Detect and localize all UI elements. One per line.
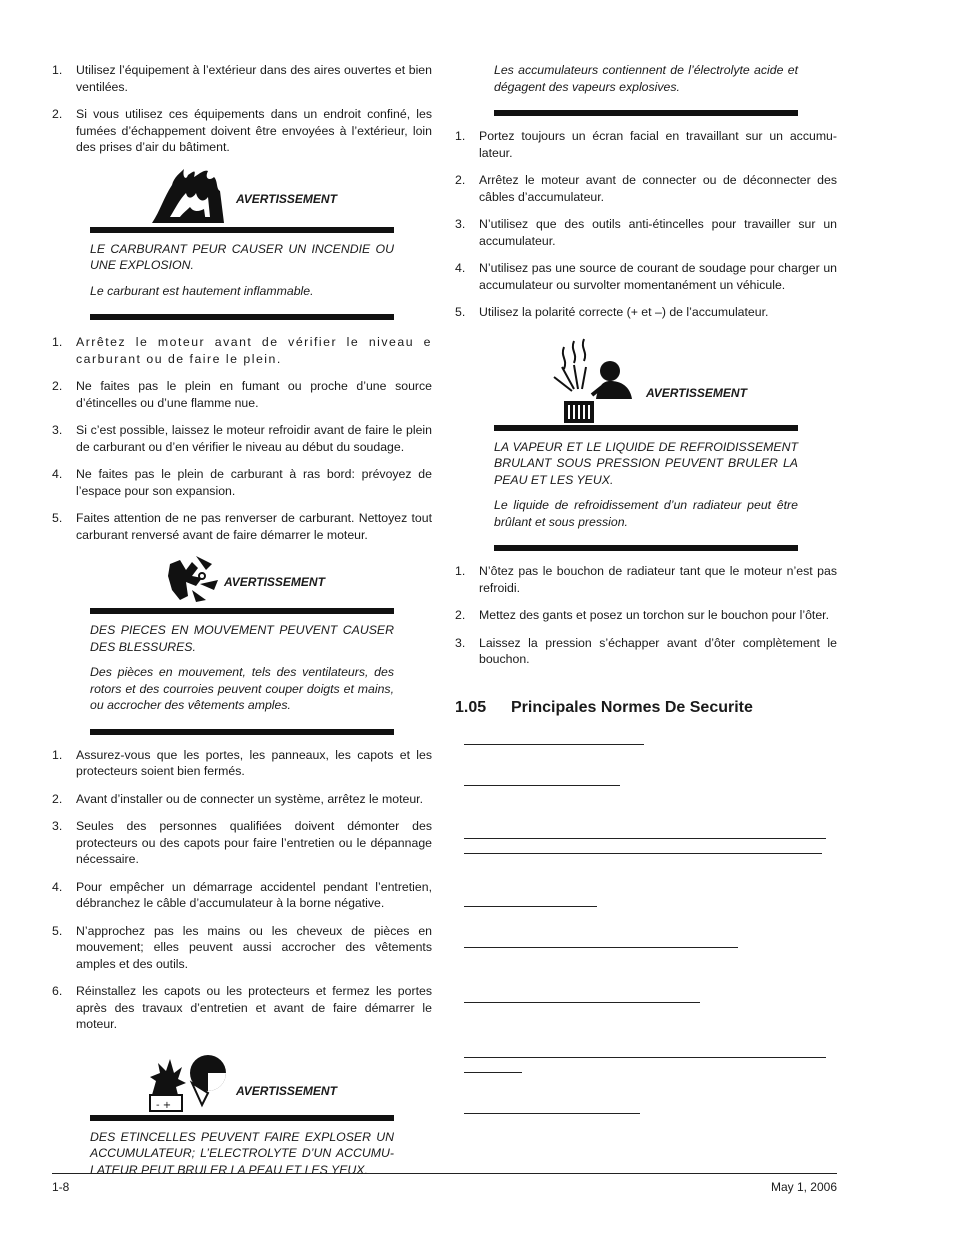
warning-fuel	[90, 167, 394, 321]
warning-bar-bottom	[90, 314, 394, 320]
fire-icon	[150, 167, 226, 225]
warning-bar-bottom	[494, 545, 798, 551]
battery-list	[455, 128, 837, 321]
warning-title: AVERTISSEMENT	[236, 1083, 337, 1098]
moving-parts-hand-icon	[162, 554, 222, 606]
list-item: 3. Laissez la pression s’échapper avant d’ôter complètement le bouchon.	[455, 635, 837, 666]
warning-heading: DES ETINCELLES PEUVENT FAIRE EXPLOSER UN ACCUMULATEUR; L’ELECTROLYTE D’UN ACCUMU-LATEUR PEUT BRULER LA PEAU ET LES YEUX.	[90, 1129, 394, 1177]
blank-line	[464, 1113, 640, 1114]
blank-line	[464, 838, 826, 839]
list-item: 2. Arrêtez le moteur avant de connecter ou de déconnecter des câbles d’accumulateur.	[455, 173, 837, 204]
list-item: 2. Si vous utilisez ces équipements dans un endroit confiné, les fumées d’échappement doivent être envoyées à l’extérieur, loin des prises d’air du bâtiment.	[52, 107, 432, 154]
list-item: 1. N’ôtez pas le bouchon de radiateur tant que le moteur n’est pas refroidi.	[455, 564, 837, 595]
warning-title: AVERTISSEMENT	[236, 191, 337, 206]
blank-lines	[455, 744, 837, 1114]
list-item: 3. Si c’est possible, laissez le moteur refroidir avant de faire le plein de carburant ou d’en vérifier le niveau au début du soudage.	[52, 423, 432, 454]
blank-line	[464, 853, 822, 854]
blank-line	[464, 785, 620, 786]
left-column	[52, 62, 432, 1193]
warning-battery-continued	[494, 62, 798, 116]
blank-line	[464, 1057, 826, 1058]
battery-terminals-text: - +	[156, 1099, 172, 1111]
battery-explosion-icon	[148, 1053, 228, 1113]
list-item: 5. N’approchez pas les mains ou les cheveux de pièces en mouvement; elles peuvent aussi accrocher des vêtements amples et des outils.	[52, 923, 432, 971]
warning-text: Les accumulateurs contiennent de l’électrolyte acide et dégagent des vapeurs explosives.	[494, 63, 798, 94]
warning-coolant	[494, 337, 798, 552]
list-item: 1. Assurez-vous que les portes, les panneaux, les capots et les protecteurs soient bien fermés.	[52, 747, 432, 778]
list-item: 6. Réinstallez les capots ou les protecteurs et fermez les portes après des travaux d’entretien et avant de faire démarrer le moteur.	[52, 984, 432, 1031]
list-item: 4. Pour empêcher un démarrage accidentel pendant l’entretien, débranchez le câble d’accumulateur à la borne négative.	[52, 879, 432, 910]
list-item: 2. Ne faites pas le plein en fumant ou proche d’une source d’étincelles ou d’une flamme nue.	[52, 379, 432, 410]
list-item: 1. Portez toujours un écran facial en travaillant sur un accumu-lateur.	[455, 129, 837, 160]
list-item: 3. Seules des personnes qualifiées doivent démonter des protecteurs ou des capots pour faire l’entretien ou le dépannage nécessaire.	[52, 819, 432, 866]
right-column	[455, 62, 837, 1114]
warning-text: Des pièces en mouvement, tels des ventilateurs, des rotors et des courroies peuvent couper doigts et mains, ou accrocher des vêtements amples.	[90, 665, 394, 712]
list-item: 2. Avant d’installer ou de connecter un système, arrêtez le moteur.	[52, 791, 424, 806]
hot-coolant-radiator-icon	[544, 337, 640, 425]
warning-heading: LE CARBURANT PEUR CAUSER UN INCENDIE OU UNE EXPLOSION.	[90, 241, 394, 272]
warning-title: AVERTISSEMENT	[646, 385, 747, 400]
section-heading	[455, 700, 837, 717]
exhaust-list	[52, 62, 432, 156]
list-item: 1. Arrêtez le moteur avant de vérifier le niveau e carburant ou de faire le plein.	[52, 335, 432, 366]
warning-text: Le liquide de refroidissement d’un radiateur peut être brûlant et sous pression.	[494, 498, 798, 529]
section-title: Principales Normes De Securite	[511, 698, 753, 716]
fuel-list	[52, 334, 432, 543]
warning-heading: DES PIECES EN MOUVEMENT PEUVENT CAUSER DES BLESSURES.	[90, 623, 394, 654]
blank-line	[464, 947, 738, 948]
moving-parts-list	[52, 747, 432, 1033]
list-item: 4. Ne faites pas le plein de carburant à ras bord: prévoyez de l’espace pour son expansion.	[52, 467, 432, 498]
list-item: 5. Faites attention de ne pas renverser de carburant. Nettoyez tout carburant renversé avant de faire démarrer le moteur.	[52, 511, 432, 542]
warning-battery	[90, 1053, 394, 1194]
page-number: 1-8	[52, 1180, 70, 1194]
blank-line	[464, 1072, 522, 1073]
coolant-list	[455, 563, 837, 668]
list-item: 3. N’utilisez que des outils anti-étincelles pour travailler sur un accumulateur.	[455, 217, 837, 248]
warning-heading: LA VAPEUR ET LE LIQUIDE DE REFROIDISSEMENT BRULANT SOUS PRESSION PEUVENT BRULER LA PEAU ET LES YEUX.	[494, 439, 798, 487]
list-item: 4. N’utilisez pas une source de courant de soudage pour charger un accumulateur ou survolter momentanément un véhicule.	[455, 261, 837, 292]
footer-rule	[52, 1173, 837, 1174]
warning-text: Le carburant est hautement inflammable.	[90, 283, 314, 298]
list-item: 1. Utilisez l’équipement à l’extérieur dans des aires ouvertes et bien ventilées.	[52, 63, 432, 94]
warning-moving-parts	[90, 554, 394, 735]
footer-date: May 1, 2006	[770, 1180, 837, 1194]
warning-title: AVERTISSEMENT	[224, 575, 325, 589]
blank-line	[464, 1002, 700, 1003]
list-item: 5. Utilisez la polarité correcte (+ et –) de l’accumulateur.	[455, 305, 769, 319]
section-number: 1.05	[455, 698, 487, 716]
blank-line	[464, 906, 597, 907]
blank-line	[464, 744, 644, 745]
warning-bar-bottom	[494, 110, 798, 116]
warning-bar-bottom	[90, 729, 394, 735]
list-item: 2. Mettez des gants et posez un torchon sur le bouchon pour l’ôter.	[455, 608, 829, 622]
